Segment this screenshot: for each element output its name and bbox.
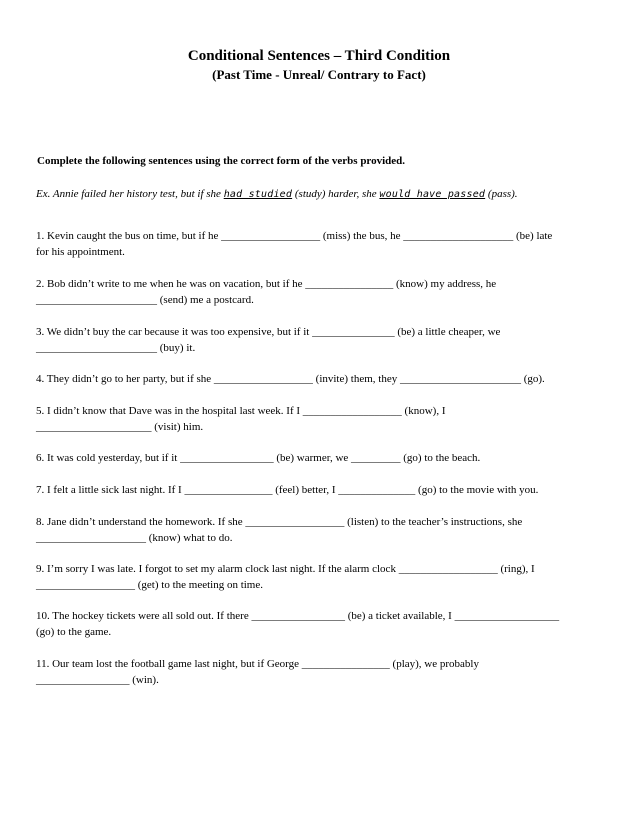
exercise-line: 1. Kevin caught the bus on time, but if he __________________ (miss) the bus, he ____________________ (be) late	[36, 230, 553, 242]
example-text: Ex. Annie failed her history test, but if she	[36, 188, 224, 200]
example-answer: would have passed	[379, 189, 486, 200]
page-subtitle: (Past Time - Unreal/ Contrary to Fact)	[212, 67, 426, 82]
page-title: Conditional Sentences – Third Condition	[187, 48, 451, 64]
example-answer: had studied	[223, 189, 293, 200]
exercise-line: 9. I’m sorry I was late. I forgot to set my alarm clock last night. If the alarm clock __________________ (ring), I	[36, 563, 535, 575]
example-text: (study) harder, she	[292, 188, 380, 200]
example-text: (pass).	[485, 188, 518, 200]
example-sentence	[36, 186, 518, 203]
instructions: Complete the following sentences using the correct form of the verbs provided.	[37, 155, 406, 167]
exercise-line: ______________________ (buy) it.	[36, 342, 196, 354]
exercise-line: 5. I didn’t know that Dave was in the hospital last week. If I __________________ (know), I	[36, 405, 446, 417]
exercise-line: 3. We didn’t buy the car because it was too expensive, but if it _______________ (be) a little cheaper, we	[36, 326, 501, 338]
exercise-line: 4. They didn’t go to her party, but if she __________________ (invite) them, they ______________________ (go).	[36, 373, 545, 385]
exercise-line: _________________ (win).	[36, 674, 159, 686]
exercise-line: for his appointment.	[36, 246, 125, 258]
exercise-line: 8. Jane didn’t understand the homework. If she __________________ (listen) to the teacher’s instructions, she	[36, 516, 523, 528]
exercise-line: 2. Bob didn’t write to me when he was on vacation, but if he ________________ (know) my address, he	[36, 278, 497, 290]
exercise-line: _____________________ (visit) him.	[36, 421, 204, 433]
exercise-line: 6. It was cold yesterday, but if it _________________ (be) warmer, we _________ (go) to the beach.	[36, 452, 481, 464]
exercise-line: __________________ (get) to the meeting on time.	[36, 579, 263, 591]
exercise-line: ____________________ (know) what to do.	[36, 532, 233, 544]
exercise-line: 11. Our team lost the football game last night, but if George ________________ (play), we probably	[36, 658, 479, 670]
exercise-line: (go) to the game.	[36, 626, 112, 638]
exercise-line: 10. The hockey tickets were all sold out. If there _________________ (be) a ticket available, I ___________________	[36, 610, 560, 622]
exercise-line: ______________________ (send) me a postcard.	[36, 294, 254, 306]
exercise-line: 7. I felt a little sick last night. If I ________________ (feel) better, I ______________ (go) to the movie with you.	[36, 484, 539, 496]
